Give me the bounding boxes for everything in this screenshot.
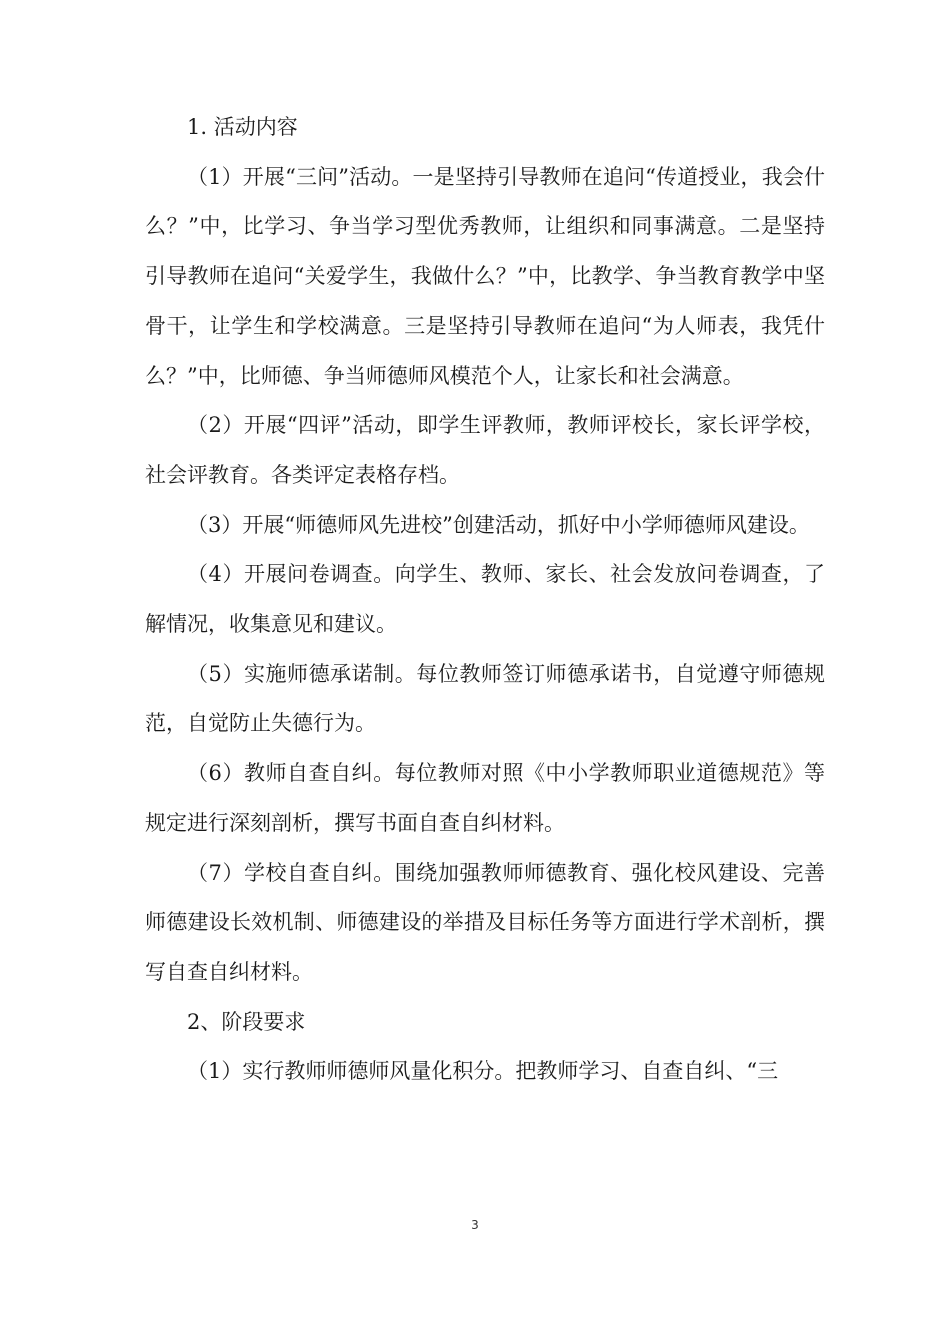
- paragraph-teacher-self-check: （6）教师自查自纠。每位教师对照《中小学教师职业道德规范》等规定进行深刻剖析，撰写书面自查自纠材料。: [145, 761, 825, 835]
- paragraph-commitment: （5）实施师德承诺制。每位教师签订师德承诺书，自觉遵守师德规范，自觉防止失德行为。: [145, 661, 825, 736]
- paragraph-advanced-school: （3）开展“师德师风先进校”创建活动，抓好中小学师德师风建设。: [187, 512, 810, 537]
- page-number: 3: [471, 1218, 479, 1232]
- paragraph-school-self-check: （7）学校自查自纠。围绕加强教师师德教育、强化校风建设、完善师德建设长效机制、师德建设的举措及目标任务等方面进行学术剖析，撰写自查自纠材料。: [145, 860, 825, 984]
- paragraph-three-questions: （1）开展“三问”活动。一是坚持引导教师在追问“传道授业，我会什么？”中，比学习、争当学习型优秀教师，让组织和同事满意。二是坚持引导教师在追问“关爱学生，我做什么？”中，比教学、争当教育教学中坚骨干，让学生和学校满意。三是坚持引导教师在追问“为人师表，我凭什么？”中，比师德、争当师德师风模范个人，让家长和社会满意。: [145, 164, 825, 388]
- paragraph-questionnaire: （4）开展问卷调查。向学生、教师、家长、社会发放问卷调查，了解情况，收集意见和建议。: [145, 562, 825, 637]
- paragraph-four-evaluations: （2）开展“四评”活动，即学生评教师，教师评校长，家长评学校，社会评教育。各类评定表格存档。: [145, 413, 825, 487]
- document-body: [145, 103, 825, 1097]
- section-heading-activity-content: 1. 活动内容: [187, 115, 298, 139]
- paragraph-quantified-points: （1）实行教师师德师风量化积分。把教师学习、自查自纠、“三: [187, 1059, 779, 1084]
- section-heading-stage-requirements: 2、阶段要求: [187, 1009, 306, 1034]
